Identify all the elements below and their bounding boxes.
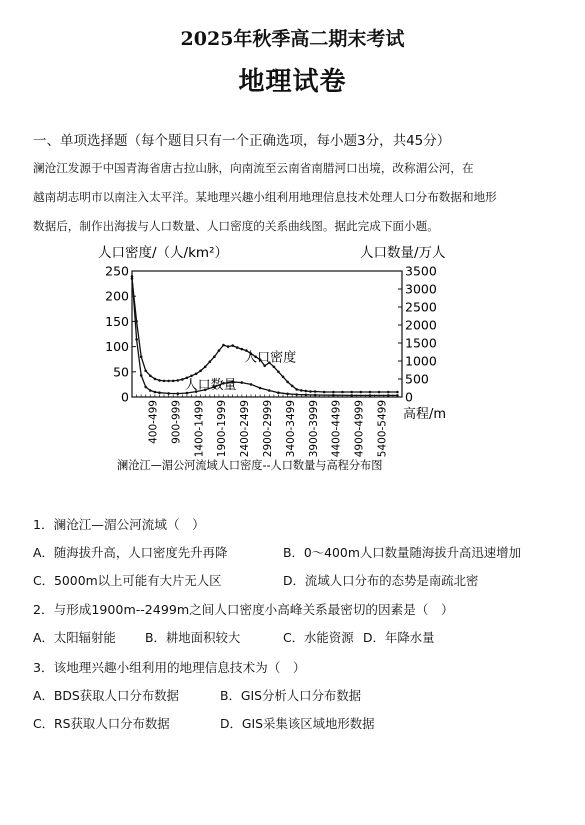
left-tick-label: 200 (105, 288, 129, 304)
data-point (286, 381, 289, 384)
x-tick-label: 2400-2499 (239, 400, 252, 458)
data-point (181, 378, 184, 381)
data-point (199, 370, 202, 373)
data-point (172, 380, 175, 383)
left-tick-label: 50 (113, 364, 129, 380)
right-tick-label: 2500 (405, 299, 437, 315)
data-point (286, 393, 289, 396)
data-point (259, 387, 262, 390)
data-point (167, 392, 170, 395)
x-tick-label: 2900-2999 (262, 400, 274, 458)
data-point (387, 391, 390, 394)
x-tick-label: 5400-5499 (376, 400, 389, 458)
data-point (140, 374, 143, 377)
series-line-population (132, 276, 397, 395)
intro-line: 数据后，制作出海拔与人口数量、人口密度的关系曲线图。据此完成下面小题。 (33, 219, 439, 233)
data-point (218, 349, 221, 352)
data-point (396, 394, 399, 397)
data-point (158, 379, 161, 382)
intro-line: 澜沧江发源于中国青海省唐古拉山脉，向南流至云南省南腊河口出境，改称湄公河，在 (33, 161, 474, 175)
right-tick-label: 500 (405, 371, 429, 387)
x-axis-label: 高程/m (403, 407, 447, 422)
right-tick-label: 1000 (405, 353, 437, 369)
plot-frame (132, 271, 402, 397)
data-point (177, 379, 180, 382)
left-tick-label: 150 (105, 313, 129, 329)
question-1-option-c[interactable]: C．5000m以上可能有大片无人区 (33, 573, 222, 588)
chart-title: 澜沧江—湄公河流域人口密度--人口数量与高程分布图 (117, 459, 383, 472)
question-2-option-d[interactable]: D．年降水量 (363, 630, 435, 645)
data-point (158, 391, 161, 394)
question-3-option-d[interactable]: D．GIS采集该区域地形数据 (220, 716, 375, 731)
data-point (209, 360, 212, 363)
question-2-option-a[interactable]: A．太阳辐射能 (33, 630, 116, 645)
data-point (360, 391, 363, 394)
data-point (300, 389, 303, 392)
left-tick-label: 100 (105, 339, 129, 355)
data-point (144, 386, 147, 389)
data-point (195, 373, 198, 376)
data-point (350, 394, 353, 397)
left-axis-label: 人口密度/（人/km²） (98, 245, 228, 261)
right-tick-label: 1500 (405, 335, 437, 351)
question-2-option-b[interactable]: B．耕地面积较大 (145, 630, 241, 645)
question-1-option-a[interactable]: A．随海拔升高，人口密度先升再降 (33, 545, 228, 560)
data-point (396, 391, 399, 394)
right-tick-label: 3500 (405, 263, 437, 279)
x-tick-label: 3400-3499 (284, 400, 297, 458)
data-point (369, 394, 372, 397)
data-point (291, 385, 294, 388)
data-point (241, 381, 244, 384)
data-point (309, 390, 312, 393)
data-point (305, 390, 308, 393)
left-tick-label: 250 (105, 263, 129, 279)
data-point (140, 355, 143, 358)
data-point (204, 366, 207, 369)
data-point (149, 389, 152, 392)
intro-line: 越南胡志明市以南注入太平洋。某地理兴趣小组利用地理信息技术处理人口分布数据和地形 (33, 190, 497, 204)
data-point (144, 370, 147, 373)
data-point (163, 380, 166, 383)
x-tick-label: 900-999 (170, 400, 183, 444)
data-point (135, 338, 138, 341)
annotation-population: 人口数量 (184, 377, 237, 393)
question-2-option-c[interactable]: C．水能资源 (283, 630, 354, 645)
x-tick-label: 400-499 (147, 400, 160, 444)
data-point (131, 275, 134, 278)
right-tick-label: 0 (405, 389, 413, 405)
data-point (241, 348, 244, 351)
data-point (305, 394, 308, 397)
question-3-stem: 3．该地理兴趣小组利用的地理信息技术为（ ） (33, 660, 306, 675)
question-1-option-d[interactable]: D．流域人口分布的态势是南疏北密 (283, 573, 479, 588)
data-point (167, 380, 170, 383)
data-point (369, 391, 372, 394)
x-tick-label: 1400-1499 (193, 400, 206, 458)
data-point (154, 391, 157, 394)
section-heading: 一、单项选择题（每个题目只有一个正确选项，每小题3分，共45分） (33, 133, 451, 149)
data-point (236, 346, 239, 349)
data-point (250, 383, 253, 386)
data-point (190, 375, 193, 378)
right-tick-label: 2000 (405, 317, 437, 333)
data-point (268, 389, 271, 392)
data-point (341, 391, 344, 394)
x-tick-label: 4900-4999 (353, 400, 366, 458)
data-point (222, 344, 225, 347)
question-1-stem: 1．澜沧江—湄公河流域（ ） (33, 517, 205, 532)
data-point (277, 371, 280, 374)
left-tick-label: 0 (121, 389, 129, 405)
right-tick-label: 3000 (405, 281, 437, 297)
data-point (350, 391, 353, 394)
data-point (332, 391, 335, 394)
question-3-option-c[interactable]: C．RS获取人口分布数据 (33, 716, 170, 731)
data-point (314, 390, 317, 393)
population-elevation-chart (92, 237, 472, 475)
question-1-option-b[interactable]: B．0～400m人口数量随海拔升高迅速增加 (283, 545, 521, 560)
question-2-stem: 2．与形成1900m--2499m之间人口密度小高峰关系最密切的因素是（ ） (33, 602, 454, 617)
data-point (227, 345, 230, 348)
data-point (273, 366, 276, 369)
x-tick-label: 1900-1999 (216, 400, 229, 458)
x-tick-label: 3900-3999 (307, 400, 320, 458)
data-point (378, 391, 381, 394)
data-point (323, 391, 326, 394)
exam-title: 2025年秋季高二期末考试 (180, 28, 405, 50)
data-point (295, 393, 298, 396)
x-tick-label: 4400-4499 (330, 400, 343, 458)
data-point (277, 391, 280, 394)
data-point (387, 394, 390, 397)
question-3-option-a[interactable]: A．BDS获取人口分布数据 (33, 688, 179, 703)
right-axis-label: 人口数量/万人 (360, 245, 446, 261)
data-point (213, 355, 216, 358)
data-point (154, 378, 157, 381)
series-line-density (132, 279, 397, 392)
data-point (149, 375, 152, 378)
intro-paragraph (33, 154, 553, 241)
data-point (295, 388, 298, 391)
data-point (314, 394, 317, 397)
question-3-option-b[interactable]: B．GIS分析人口分布数据 (220, 688, 362, 703)
data-point (231, 344, 234, 347)
annotation-density: 人口密度 (244, 350, 297, 366)
data-point (282, 376, 285, 379)
data-point (332, 394, 335, 397)
paper-title: 地理试卷 (238, 67, 347, 97)
data-point (177, 392, 180, 395)
